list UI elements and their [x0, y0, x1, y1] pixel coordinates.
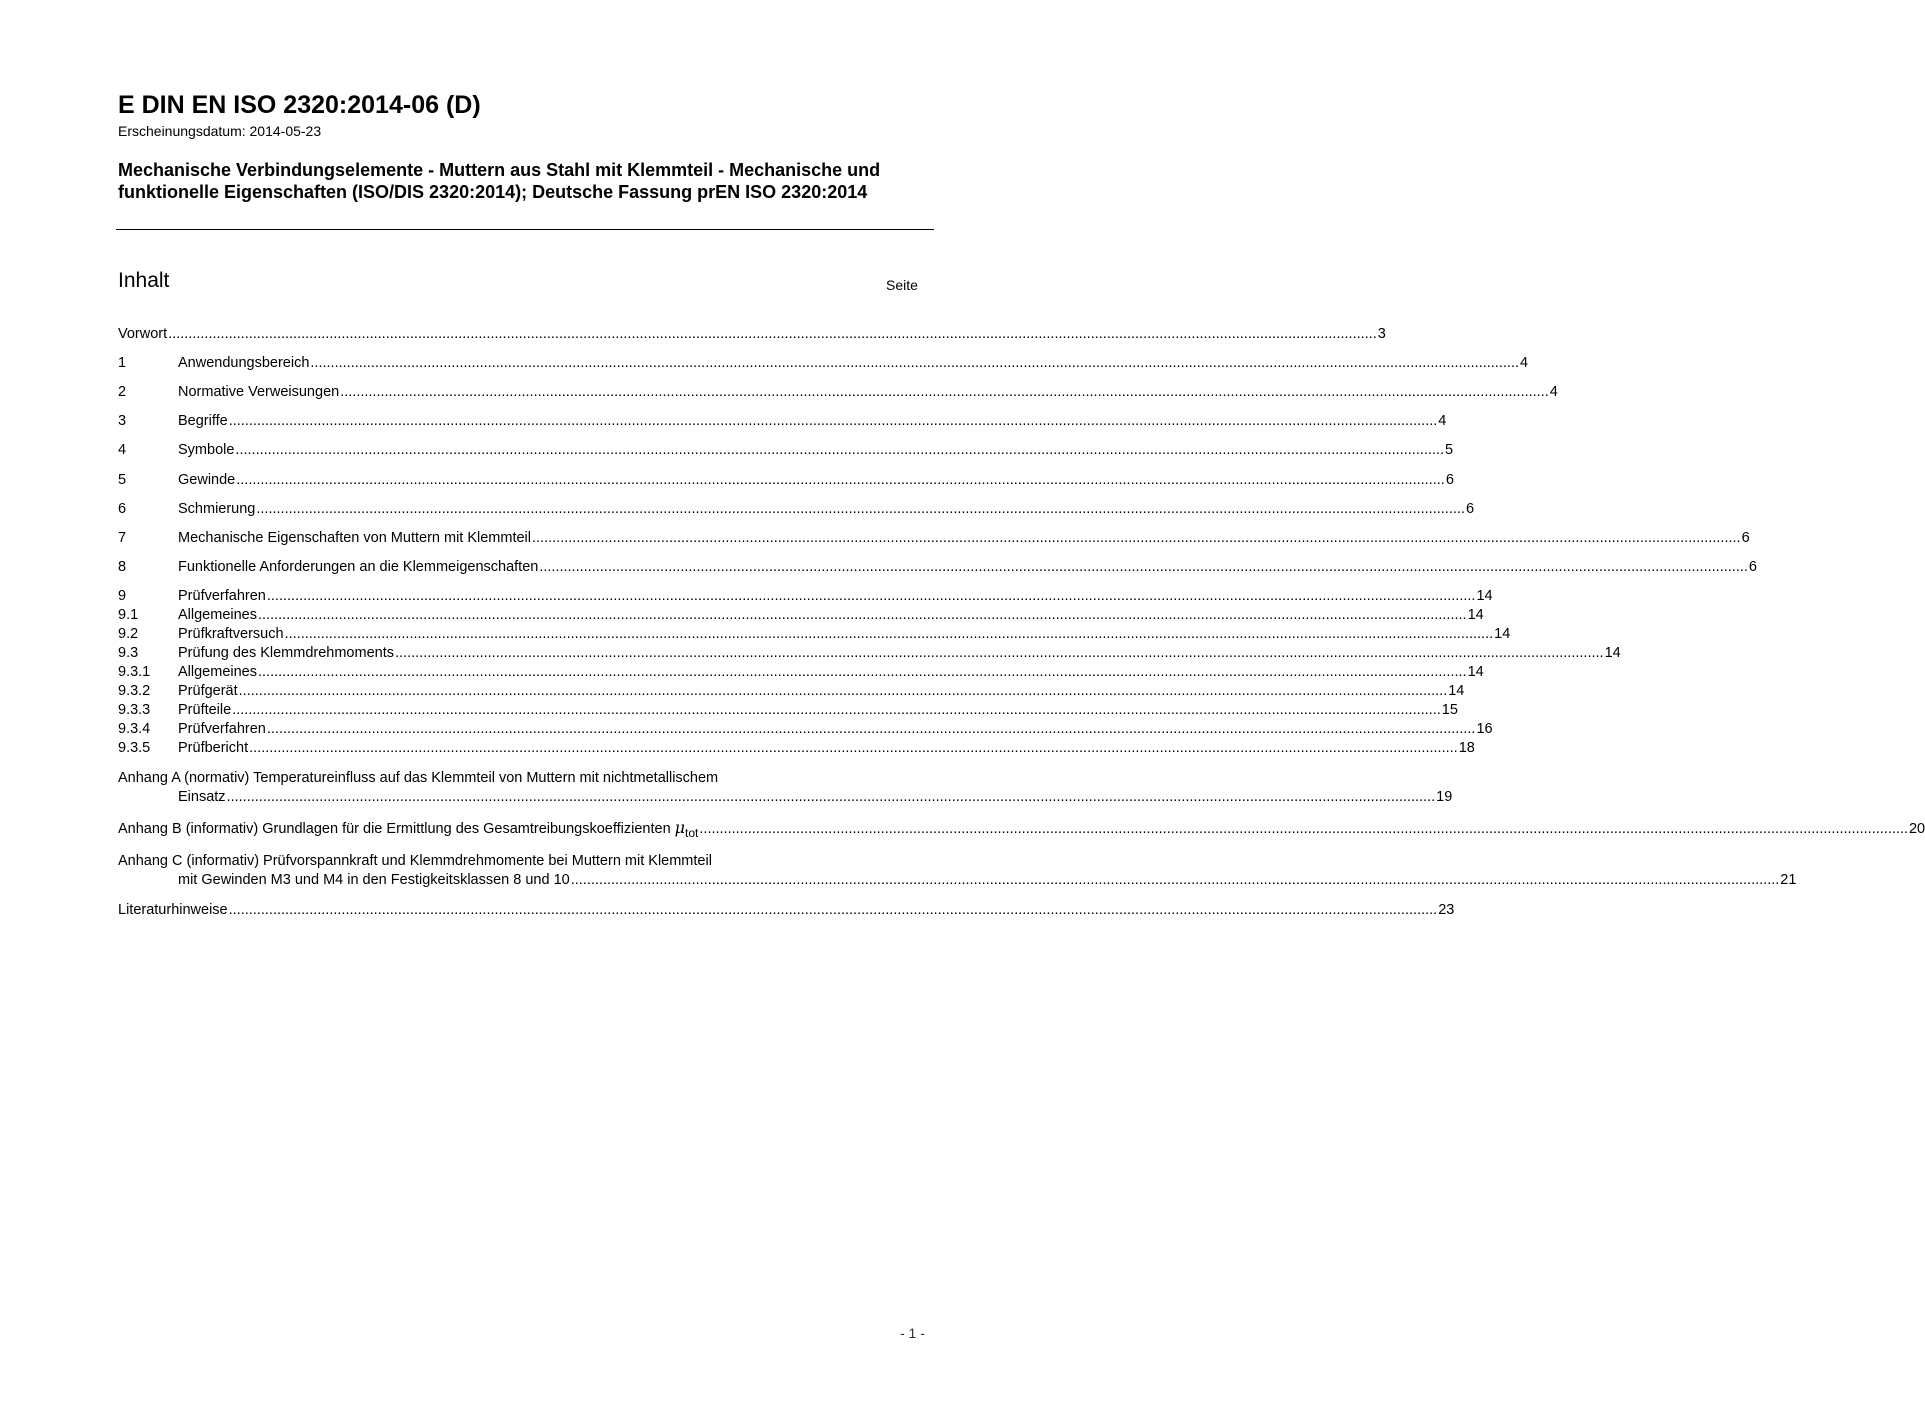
mu-symbol: μ	[674, 818, 686, 837]
page-column-label: Seite	[886, 277, 918, 293]
toc-entry[interactable]	[118, 682, 1465, 701]
toc-entry[interactable]	[118, 587, 1493, 606]
toc-dot-leader: ............................................................................................................................................................................................................................................................................................................	[699, 821, 1908, 837]
toc-dot-leader: ............................................................................................................................................................................................................................................................................................................	[256, 501, 1465, 517]
toc-entry-label: Symbole	[178, 442, 235, 458]
toc-entry-number: 7	[118, 530, 127, 546]
toc-entry-page: 14	[1448, 683, 1465, 699]
toc-entry-number: 9.3.3	[118, 702, 151, 718]
toc-entry-label: Anhang B (informativ) Grundlagen für die Ermittlung des Gesamtreibungskoeffizienten	[118, 821, 671, 837]
toc-entry[interactable]	[118, 644, 1621, 663]
toc-entry-page: 14	[1467, 607, 1484, 623]
toc-entry[interactable]	[118, 471, 1454, 490]
toc-entry-page: 6	[1741, 530, 1750, 546]
toc-dot-leader: ............................................................................................................................................................................................................................................................................................................	[235, 442, 1444, 458]
toc-entry-literature[interactable]	[118, 901, 1455, 920]
toc-entry-label: Prüfgerät	[178, 683, 238, 699]
toc-dot-leader: ............................................................................................................................................................................................................................................................................................................	[226, 789, 1436, 805]
toc-entry-number: 1	[118, 355, 127, 371]
toc-dot-leader: ............................................................................................................................................................................................................................................................................................................	[236, 472, 1445, 488]
toc-dot-leader: ............................................................................................................................................................................................................................................................................................................	[266, 721, 1476, 737]
toc-entry[interactable]	[118, 720, 1493, 739]
toc-entry[interactable]	[118, 441, 1454, 460]
toc-entry-annex-b[interactable]	[118, 818, 1925, 840]
toc-entry-vorwort[interactable]	[118, 325, 1386, 344]
toc-entry-number: 3	[118, 413, 127, 429]
toc-entry-label: Anhang C (informativ) Prüfvorspannkraft und Klemmdrehmomente bei Muttern mit Klemmteil	[118, 853, 712, 869]
toc-entry-number: 9.2	[118, 626, 139, 642]
toc-dot-leader: ............................................................................................................................................................................................................................................................................................................	[570, 872, 1780, 888]
toc-entry-page: 14	[1494, 626, 1511, 642]
toc-entry-page: 6	[1748, 559, 1757, 575]
toc-entry[interactable]	[118, 412, 1447, 431]
toc-entry-number: 9.3.5	[118, 740, 151, 756]
toc-entry-label: Prüfbericht	[178, 740, 249, 756]
toc-dot-leader: ............................................................................................................................................................................................................................................................................................................	[258, 607, 1467, 623]
toc-entry[interactable]	[118, 558, 1757, 577]
toc-entry-annex-a[interactable]	[118, 788, 1453, 807]
toc-entry-label: Funktionelle Anforderungen an die Klemmeigenschaften	[178, 559, 539, 575]
toc-entry[interactable]	[118, 606, 1484, 625]
toc-entry-number: 9.1	[118, 607, 139, 623]
title-divider	[116, 229, 934, 230]
toc-entry-label: Begriffe	[178, 413, 228, 429]
toc-entry-page: 5	[1445, 442, 1454, 458]
toc-entry-label: Gewinde	[178, 472, 236, 488]
toc-entry[interactable]	[118, 663, 1484, 682]
document-title: E DIN EN ISO 2320:2014-06 (D)	[118, 91, 481, 119]
toc-entry-page: 18	[1458, 740, 1475, 756]
toc-entry-number: 8	[118, 559, 127, 575]
toc-dot-leader: ............................................................................................................................................................................................................................................................................................................	[532, 530, 1741, 546]
toc-entry-label: mit Gewinden M3 und M4 in den Festigkeitsklassen 8 und 10	[178, 872, 570, 888]
toc-dot-leader: ............................................................................................................................................................................................................................................................................................................	[284, 626, 1494, 642]
toc-entry-label: Literaturhinweise	[118, 902, 228, 918]
toc-entry-page: 14	[1604, 645, 1621, 661]
toc-dot-leader: ............................................................................................................................................................................................................................................................................................................	[232, 702, 1441, 718]
toc-entry-label: Prüfung des Klemmdrehmoments	[178, 645, 394, 661]
toc-entry[interactable]	[118, 625, 1511, 644]
toc-entry-label: Mechanische Eigenschaften von Muttern mit Klemmteil	[178, 530, 531, 546]
toc-entry-number: 9.3.4	[118, 721, 151, 737]
toc-entry-label: Anhang A (normativ) Temperatureinfluss auf das Klemmteil von Muttern mit nichtmetallischem	[118, 770, 719, 786]
toc-entry[interactable]	[118, 500, 1475, 519]
toc-annex-c-line1[interactable]	[118, 852, 931, 871]
toc-entry-label: Prüfteile	[178, 702, 232, 718]
toc-entry-number: 9.3.2	[118, 683, 151, 699]
toc-entry-page: 4	[1438, 413, 1447, 429]
toc-entry[interactable]	[118, 739, 1475, 758]
toc-entry-page: 19	[1436, 789, 1453, 805]
toc-entry-label: Prüfverfahren	[178, 588, 266, 604]
toc-entry-number: 9.3.1	[118, 664, 151, 680]
toc-entry-page: 3	[1377, 326, 1386, 342]
toc-entry-label: Schmierung	[178, 501, 256, 517]
toc-entry-page: 4	[1549, 384, 1558, 400]
toc-entry-label: Normative Verweisungen	[178, 384, 340, 400]
toc-dot-leader: ............................................................................................................................................................................................................................................................................................................	[249, 740, 1458, 756]
toc-entry-page: 15	[1441, 702, 1458, 718]
toc-entry-label: Anwendungsbereich	[178, 355, 310, 371]
toc-entry-page: 6	[1445, 472, 1454, 488]
toc-dot-leader: ............................................................................................................................................................................................................................................................................................................	[238, 683, 1448, 699]
toc-entry[interactable]	[118, 354, 1529, 373]
toc-entry-page: 14	[1476, 588, 1493, 604]
toc-entry-page: 6	[1465, 501, 1475, 517]
toc-entry-page: 4	[1519, 355, 1529, 371]
toc-entry-number: 2	[118, 384, 127, 400]
toc-entry-number: 6	[118, 501, 127, 517]
publication-date: Erscheinungsdatum: 2014-05-23	[118, 123, 322, 139]
page-number: - 1 -	[900, 1325, 925, 1341]
toc-dot-leader: ............................................................................................................................................................................................................................................................................................................	[340, 384, 1549, 400]
toc-entry-label: Allgemeines	[178, 607, 257, 623]
toc-entry-page: 20	[1908, 821, 1925, 837]
toc-dot-leader: ............................................................................................................................................................................................................................................................................................................	[258, 664, 1467, 680]
toc-dot-leader: ............................................................................................................................................................................................................................................................................................................	[168, 326, 1377, 342]
toc-dot-leader: ............................................................................................................................................................................................................................................................................................................	[395, 645, 1604, 661]
toc-heading: Inhalt	[118, 269, 170, 292]
toc-entry-number: 4	[118, 442, 127, 458]
toc-dot-leader: ............................................................................................................................................................................................................................................................................................................	[266, 588, 1476, 604]
toc-entry-label: Vorwort	[118, 326, 168, 342]
toc-dot-leader: ............................................................................................................................................................................................................................................................................................................	[228, 413, 1438, 429]
toc-dot-leader: ............................................................................................................................................................................................................................................................................................................	[228, 902, 1438, 918]
toc-entry-number: 9	[118, 588, 127, 604]
mu-tot-symbol	[675, 818, 699, 843]
toc-entry[interactable]	[118, 701, 1458, 720]
toc-entry-page: 16	[1476, 721, 1493, 737]
toc-entry[interactable]	[118, 383, 1558, 402]
toc-entry-page: 14	[1467, 664, 1484, 680]
toc-entry-label: Einsatz	[178, 789, 226, 805]
toc-entry-label: Allgemeines	[178, 664, 257, 680]
toc-entry-page: 21	[1780, 872, 1797, 888]
toc-entry-label: Prüfverfahren	[178, 721, 266, 737]
toc-entry-annex-c[interactable]	[118, 871, 1797, 890]
toc-entry-number: 9.3	[118, 645, 139, 661]
toc-dot-leader: ............................................................................................................................................................................................................................................................................................................	[539, 559, 1748, 575]
toc-entry-number: 5	[118, 472, 127, 488]
mu-subscript: tot	[685, 826, 699, 840]
toc-entry[interactable]	[118, 529, 1750, 548]
toc-entry-label: Prüfkraftversuch	[178, 626, 284, 642]
toc-entry-page: 23	[1438, 902, 1455, 918]
document-subtitle: Mechanische Verbindungselemente - Muttern aus Stahl mit Klemmteil - Mechanische und funktionelle Eigenschaften (ISO/DIS 2320:2014); Deutsche Fassung prEN ISO 2320:2014	[118, 160, 881, 202]
toc-annex-a-line1[interactable]	[118, 769, 931, 788]
toc-dot-leader: ............................................................................................................................................................................................................................................................................................................	[310, 355, 1519, 371]
